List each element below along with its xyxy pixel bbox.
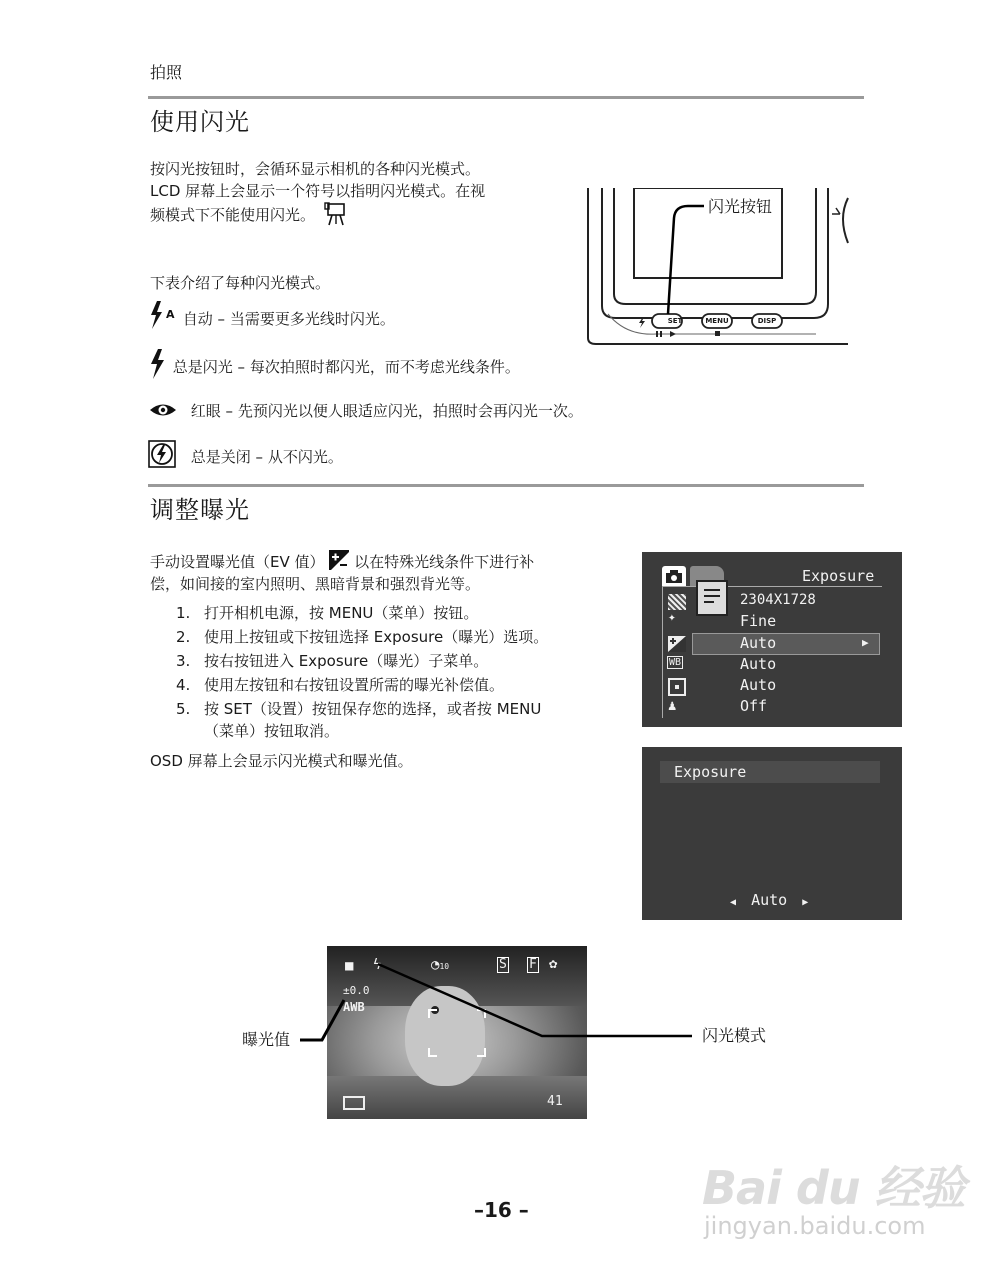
step-4-text: 使用左按钮和右按钮设置所需的曝光补偿值。 <box>204 676 505 694</box>
exposure-steps <box>176 602 626 744</box>
flash-para-line3 <box>150 202 570 226</box>
exposure-intro <box>150 550 620 595</box>
exposure-icon-glyph <box>668 636 686 652</box>
osd-note: OSD 屏幕上会显示闪光模式和曝光值。 <box>150 752 413 770</box>
baidu-watermark-logo: Bai du 经验 <box>702 1161 965 1215</box>
macro-osd-icon: ✿ <box>549 956 558 972</box>
exposure-intro-line2: 偿，如间接的室内照明、黑暗背景和强烈背光等。 <box>150 575 481 593</box>
iso-icon: ♟ <box>668 698 677 714</box>
camera-back-illustration <box>586 188 850 346</box>
camera-menu-screen <box>642 552 902 727</box>
awb-label: AWB <box>343 1000 365 1014</box>
menu-row-selected <box>692 633 880 655</box>
flash-mode-off <box>148 440 343 470</box>
flash-mode-label: 闪光模式 <box>702 1026 767 1045</box>
exposure-icon <box>668 636 686 652</box>
step-5-continued: （菜单）按钮取消。 <box>204 722 340 740</box>
exposure-section-title: 调整曝光 <box>150 496 250 524</box>
menu-row-quality: Fine <box>740 612 777 630</box>
self-timer-value: 10 <box>439 962 450 971</box>
menu-row-iso: Off <box>740 697 768 715</box>
flash-table-intro: 下表介绍了每种闪光模式。 <box>150 274 331 292</box>
step-2-number: 2. <box>176 628 191 646</box>
step-3-text: 按右按钮进入 Exposure（曝光）子菜单。 <box>204 652 489 670</box>
flash-mode-auto <box>148 300 395 332</box>
flash-mode-off-text: 总是关闭 – 从不闪光。 <box>190 448 343 466</box>
menu-row-size: 2304X1728 <box>740 592 816 608</box>
step-5-text: 按 SET（设置）按钮保存您的选择，或者按 MENU <box>204 700 542 718</box>
flash-para-line3-text: 频模式下不能使用闪光。 <box>150 206 316 224</box>
flash-para-line2: LCD 屏幕上会显示一个符号以指明闪光模式。在视 <box>150 182 486 200</box>
white-balance-icon: WB <box>669 657 682 668</box>
exposure-intro-part-b: 以在特殊光线条件下进行补 <box>354 553 535 571</box>
resolution-icon <box>668 594 686 610</box>
shots-remaining: 41 <box>547 1094 563 1109</box>
exposure-intro-part-a: 手动设置曝光值（EV 值） <box>150 553 325 571</box>
flash-mode-on <box>148 348 520 380</box>
flash-section-title: 使用闪光 <box>150 108 250 136</box>
flash-para-line1: 按闪光按钮时，会循环显示相机的各种闪光模式。 <box>150 160 481 178</box>
flash-on-icon <box>148 348 168 380</box>
document-icon-lines <box>698 582 726 614</box>
quality-osd-icon: F <box>529 957 537 972</box>
svg-text:A: A <box>166 308 175 321</box>
document-icon <box>696 580 728 616</box>
step-1-text: 打开相机电源，按 MENU（菜单）按钮。 <box>204 604 479 622</box>
flash-auto-icon <box>148 300 178 330</box>
exposure-step-4 <box>176 674 626 698</box>
submenu-value: Auto <box>751 891 788 909</box>
flash-mode-osd-icon: ϟ <box>373 957 382 973</box>
ev-label: 曝光值 <box>242 1030 291 1049</box>
step-3-number: 3. <box>176 652 191 670</box>
menu-divider <box>662 586 882 587</box>
ev-compensation-icon <box>329 550 349 570</box>
menu-left-border <box>662 586 663 718</box>
baidu-watermark-url: jingyan.baidu.com <box>704 1212 926 1240</box>
flash-mode-redeye-text: 红眼 – 先预闪光以便人眼适应闪光，拍照时会再闪光一次。 <box>190 402 583 420</box>
exposure-submenu-screen <box>642 747 902 920</box>
exposure-step-5 <box>176 698 626 720</box>
disp-button: DISP <box>757 317 777 325</box>
exposure-intro-line1 <box>150 550 620 573</box>
step-5-number: 5. <box>176 700 191 718</box>
menu-row-metering: Auto <box>740 676 777 694</box>
right-arrow-icon: ▶ <box>802 897 809 908</box>
menu-row-exposure: Auto <box>740 634 777 652</box>
section-divider <box>148 96 864 99</box>
video-camera-icon <box>324 202 350 226</box>
set-button: SET <box>667 317 683 325</box>
step-4-number: 4. <box>176 676 191 694</box>
quality-icon: ✦ <box>668 610 676 625</box>
step-2-text: 使用上按钮或下按钮选择 Exposure（曝光）选项。 <box>204 628 549 646</box>
menu-button: MENU <box>705 317 729 325</box>
flash-mode-redeye <box>148 400 583 424</box>
red-eye-icon <box>148 401 178 419</box>
menu-row-wb: Auto <box>740 655 777 673</box>
battery-icon <box>343 1096 365 1110</box>
section-divider-2 <box>148 484 864 487</box>
camera-tab <box>662 566 686 586</box>
left-arrow-icon: ◀ <box>730 897 737 908</box>
metering-icon <box>668 678 686 696</box>
flash-button-label: 闪光按钮 <box>706 194 774 217</box>
ev-value: ±0.0 <box>343 984 370 997</box>
submenu-title: Exposure <box>674 763 747 781</box>
self-timer-icon: ◔10 <box>431 957 450 973</box>
menu-title: Exposure <box>802 567 875 585</box>
submenu-arrow-icon: ▶ <box>862 636 869 649</box>
flash-mode-on-text: 总是闪光 – 每次拍照时都闪光，而不考虑光线条件。 <box>172 358 520 376</box>
flash-off-icon <box>148 440 176 468</box>
page-number: –16 – <box>474 1198 529 1222</box>
metering-dot <box>675 685 679 689</box>
exposure-step-2 <box>176 626 626 650</box>
camera-tab-icon <box>662 566 686 586</box>
preview-leader-lines <box>296 960 696 1080</box>
exposure-step-1 <box>176 602 626 626</box>
flash-mode-auto-text: 自动 – 当需要更多光线时闪光。 <box>182 310 395 328</box>
resolution-osd-icon: S <box>499 957 507 972</box>
page-header: 拍照 <box>150 63 183 82</box>
flash-paragraph <box>150 158 570 226</box>
exposure-step-3 <box>176 650 626 674</box>
submenu-value-row <box>730 891 808 909</box>
camera-mode-icon: ■ <box>345 958 354 974</box>
step-1-number: 1. <box>176 604 191 622</box>
